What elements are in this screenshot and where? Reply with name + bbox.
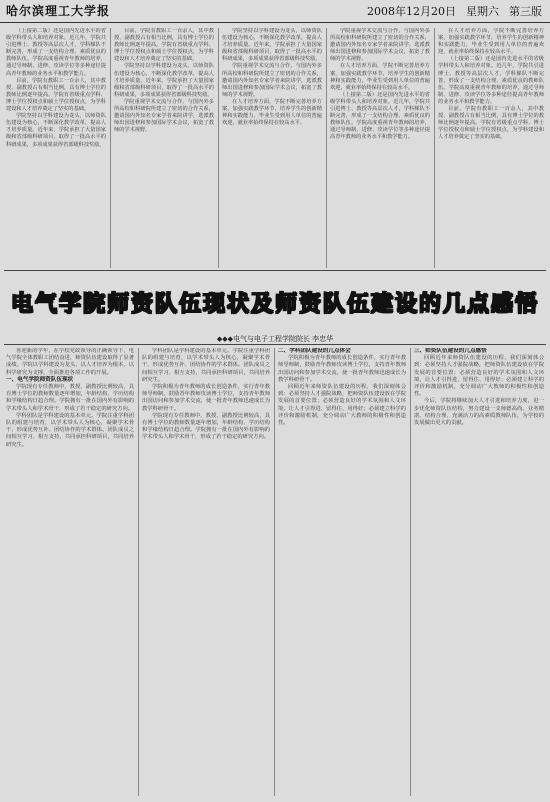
column-divider (410, 348, 411, 796)
body-paragraph: 目前，学院有教职工一百余人，其中教授、副教授占有相当比例，具有博士学位的教师比例逐年提高。学院有省级重点学科、博士学位授权点和硕士学位授权点，为学科建设和人才培养奠定了坚实的基础。 (6, 77, 106, 113)
body-paragraph: 目前，学院有教职工一百余人，其中教授、副教授占有相当比例，具有博士学位的教师比例逐年提高。学院有省级重点学科、博士学位授权点和硕士学位授权点，为学科建设和人才培养奠定了坚实的基础。 (438, 106, 544, 141)
masthead-info (367, 3, 542, 19)
body-paragraph: 回顾近年来师资队伍建设的历程，我们深刻体会到：必须坚持人才强院战略，把师资队伍建设放在学院发展的首要位置；必须营造良好的学术氛围和人文环境，让人才引得进、留得住、用得好；必须建立科学的评价和激励机制，充分调动广大教师的积极性和创造性。 (414, 355, 544, 398)
body-paragraph: 在人才培养方面，学院不断完善培养方案，加强实践教学环节，培养学生的创新精神和实践能力，毕业生受到用人单位的普遍欢迎，就业率始终保持在较高水平。 (330, 63, 430, 91)
upper-column (6, 28, 106, 268)
column-divider (326, 28, 327, 268)
body-paragraph: 学院坚持以学科建设为龙头，以师资队伍建设为核心，不断深化教学改革，提高人才培养质量。近年来，学院承担了大量国家级和省部级科研项目，取得了一批高水平的科研成果，多项成果获得省部级科技奖励。 (222, 28, 322, 63)
body-paragraph: 学院积极为青年教师的成长创造条件，实行青年教师导师制，鼓励青年教师攻读博士学位，支持青年教师出国访问和参加学术交流，使一批青年教师迅速成长为教学科研骨干。 (142, 384, 270, 412)
body-paragraph: 在人才培养方面，学院不断完善培养方案，加强实践教学环节，培养学生的创新精神和实践能力，毕业生受到用人单位的普遍欢迎，就业率始终保持在较高水平。 (222, 98, 322, 127)
body-paragraph: 学院现有专任教师中，教授、副教授比例较高，具有博士学位的教师数量逐年增加，年龄结构、学历结构和学缘结构日趋合理。学院拥有一批在国内外有影响的学术带头人和学术骨干，形成了若干稳定的研究方向。 (142, 412, 270, 441)
body-paragraph: 学院重视学术交流与合作，与国内外多所高校和科研院所建立了密切的合作关系，邀请国内外知名专家学者来院讲学，选派教师出国进修和参加国际学术会议，拓宽了教师的学术视野。 (330, 28, 430, 63)
article-headline (0, 272, 550, 332)
article-column (278, 348, 406, 796)
page-number: 第三版 (509, 5, 542, 18)
body-paragraph: 学科团队是学科建设的基本单元。学院注重学科团队的组建与培育，以学术带头人为核心，凝聚学术骨干，形成优势互补、团结协作的学术群体。团队成员之间相互学习、相互支持，共同承担科研项目，共同培养研究生。 (6, 412, 134, 448)
body-paragraph: 目前，学院有教职工一百余人，其中教授、副教授占有相当比例，具有博士学位的教师比例逐年提高。学院有省级重点学科、博士学位授权点和硕士学位授权点，为学科建设和人才培养奠定了坚实的基础。 (114, 28, 214, 63)
masthead (0, 0, 550, 23)
body-paragraph: 学院坚持以学科建设为龙头，以师资队伍建设为核心，不断深化教学改革，提高人才培养质量。近年来，学院承担了大量国家级和省部级科研项目，取得了一批高水平的科研成果，多项成果获得省部级科技奖励。 (6, 113, 106, 148)
body-paragraph: 学院积极为青年教师的成长创造条件，实行青年教师导师制，鼓励青年教师攻读博士学位，支持青年教师出国访问和参加学术交流，使一批青年教师迅速成长为教学科研骨干。 (278, 355, 406, 383)
issue-weekday: 星期六 (466, 5, 499, 18)
body-paragraph: 今后，学院将继续加大人才引进和培养力度，进一步优化师资队伍结构，努力建设一支师德高尚、业务精湛、结构合理、充满活力的高素质教师队伍，为学校的发展做出更大的贡献。 (414, 398, 544, 427)
body-paragraph: （上接第二版）还是国内先进水平的省级学科带头人和培养对象。近几年，学院共引进博士、教授等高层次人才，学科梯队不断完善，形成了一支结构合理、素质优良的教师队伍。学院高度重视青年教师的培养，通过导师制、进修、攻读学位等多种途径提高青年教师的业务水平和教学能力。 (438, 56, 544, 105)
column-divider (434, 28, 435, 268)
body-paragraph: 学科团队是学科建设的基本单元。学院注重学科团队的组建与培育，以学术带头人为核心，凝聚学术骨干，形成优势互补、团结协作的学术群体。团队成员之间相互学习、相互支持，共同承担科研项目，共同培养研究生。 (142, 348, 270, 383)
upper-column (438, 28, 544, 268)
newspaper-title: 哈尔滨理工大学报 (6, 4, 111, 18)
article-column (414, 348, 544, 796)
issue-date: 2008年12月20日 (367, 5, 456, 18)
column-divider (218, 28, 219, 268)
body-paragraph: 学院现有专任教师中，教授、副教授比例较高，具有博士学位的教师数量逐年增加，年龄结构、学历结构和学缘结构日趋合理。学院拥有一批在国内外有影响的学术带头人和学术骨干，形成了若干稳定的研究方向。 (6, 384, 134, 412)
body-paragraph: （上接第二版）还是国内先进水平的省级学科带头人和培养对象。近几年，学院共引进博士、教授等高层次人才，学科梯队不断完善，形成了一支结构合理、素质优良的教师队伍。学院高度重视青年教师的培养，通过导师制、进修、攻读学位等多种途径提高青年教师的业务水平和教学能力。 (6, 28, 106, 77)
section-rule (4, 270, 546, 271)
column-divider (274, 348, 275, 796)
body-paragraph: 喜迎新的学年，在学校党政领导的正确领导下，电气学院全体教职工团结奋进，师资队伍建设取得了显著成绩。学院以学科建设为龙头，以人才培养为根本，以科学研究为支撑，全面推进各项工作的开展。 (6, 348, 134, 376)
column-divider (110, 28, 111, 268)
upper-column (114, 28, 214, 268)
article-column (6, 348, 134, 796)
body-paragraph: 回顾近年来师资队伍建设的历程，我们深刻体会到：必须坚持人才强院战略，把师资队伍建设放在学院发展的首要位置；必须营造良好的学术氛围和人文环境，让人才引得进、留得住、用得好；必须建立科学的评价和激励机制，充分调动广大教师的积极性和创造性。 (278, 384, 406, 427)
body-paragraph: 学院坚持以学科建设为龙头，以师资队伍建设为核心，不断深化教学改革，提高人才培养质量。近年来，学院承担了大量国家级和省部级科研项目，取得了一批高水平的科研成果，多项成果获得省部级科技奖励。 (114, 63, 214, 98)
upper-column (330, 28, 430, 268)
column-divider (138, 348, 139, 796)
article-byline: ◆◆◆电气与电子工程学院院长 李忠华 (216, 335, 334, 343)
body-paragraph: 在人才培养方面，学院不断完善培养方案，加强实践教学环节，培养学生的创新精神和实践能力，毕业生受到用人单位的普遍欢迎，就业率始终保持在较高水平。 (438, 28, 544, 56)
body-paragraph: （上接第二版）还是国内先进水平的省级学科带头人和培养对象。近几年，学院共引进博士、教授等高层次人才，学科梯队不断完善，形成了一支结构合理、素质优良的教师队伍。学院高度重视青年教师的培养，通过导师制、进修、攻读学位等多种途径提高青年教师的业务水平和教学能力。 (330, 91, 430, 141)
section-heading: 二、学科团队建设的几点体会 (278, 348, 351, 354)
upper-column (222, 28, 322, 268)
section-rule (4, 344, 546, 345)
body-paragraph: 学院重视学术交流与合作，与国内外多所高校和科研院所建立了密切的合作关系，邀请国内外知名专家学者来院讲学，选派教师出国进修和参加国际学术会议，拓宽了教师的学术视野。 (114, 98, 214, 134)
section-heading: 三、师资队伍建设的几点感悟 (414, 348, 487, 354)
article-column (142, 348, 270, 796)
section-heading: 一、电气学院师资队伍现状 (6, 376, 74, 383)
body-paragraph: 学院重视学术交流与合作，与国内外多所高校和科研院所建立了密切的合作关系，邀请国内外知名专家学者来院讲学，选派教师出国进修和参加国际学术会议，拓宽了教师的学术视野。 (222, 63, 322, 98)
headline-text: 电气学院师资队伍现状及师资队伍建设的几点感悟 (10, 291, 539, 317)
